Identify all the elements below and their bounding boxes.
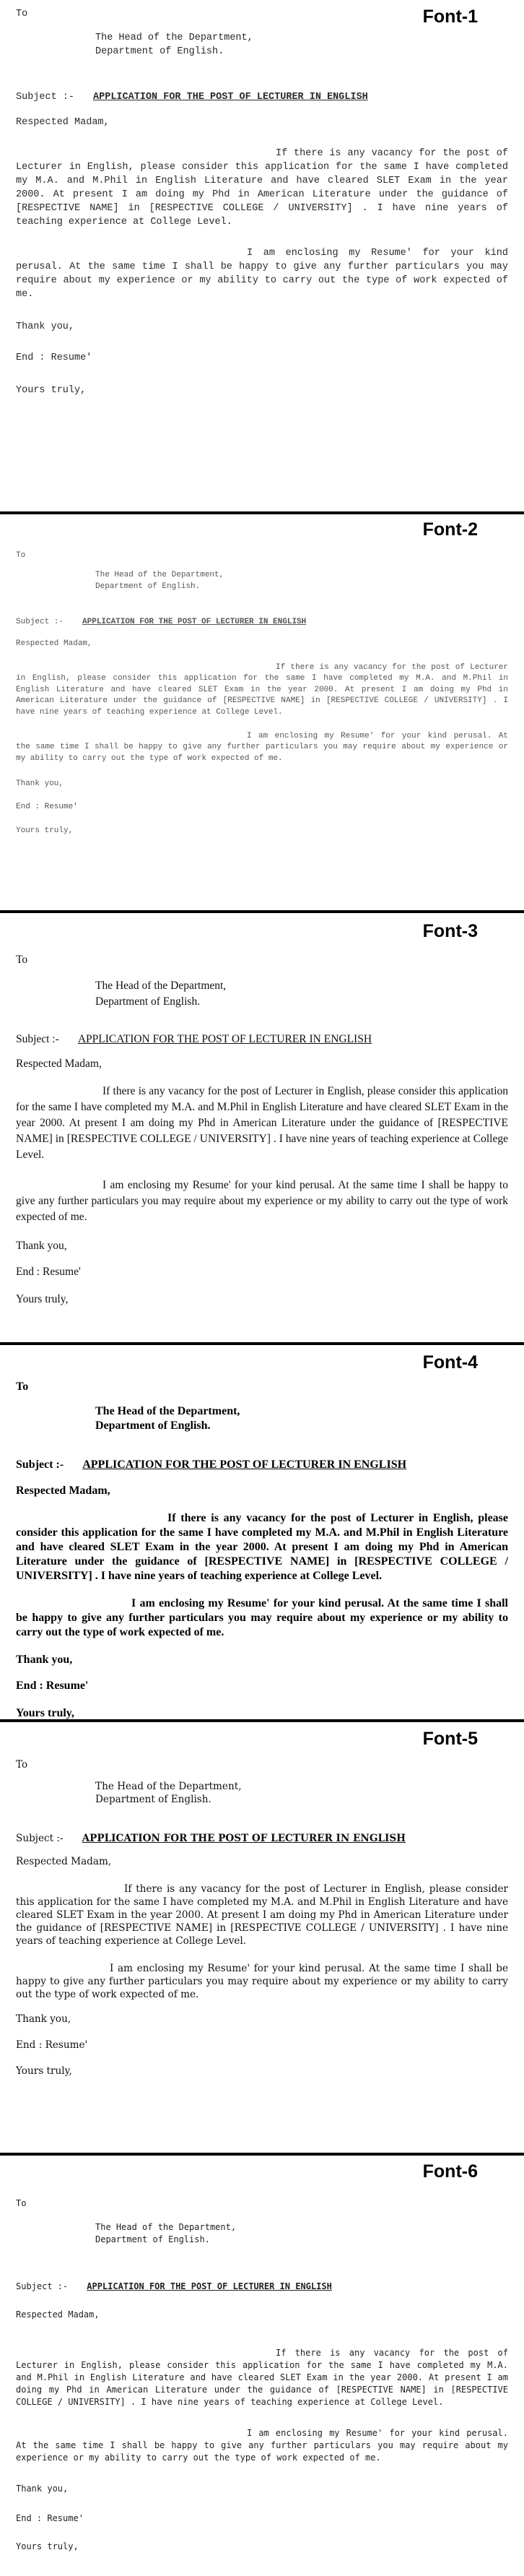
font-sample-3 <box>0 913 524 1342</box>
subject-label: Subject :- <box>16 1833 64 1844</box>
enclosure-line: End : Resume' <box>16 353 92 363</box>
address-line-2: Department of English. <box>95 582 201 591</box>
body-paragraph-2: I am enclosing my Resume' for your kind perusal. At the same time I shall be happy to give any further particulars you may require about my experience or my ability to carry out the type of work expected of me. <box>16 1179 508 1223</box>
address-block <box>16 1404 508 1433</box>
to-line: To <box>16 2198 27 2208</box>
address-line-1: The Head of the Department, <box>95 571 224 580</box>
enclosure-line: End : Resume' <box>16 1266 81 1278</box>
font-sample-4 <box>0 1345 524 1719</box>
body-paragraph-2: I am enclosing my Resume' for your kind perusal. At the same time I shall be happy to give any further particulars you may require about my experience or my ability to carry out the type of work expected of me. <box>16 732 508 763</box>
address-block <box>16 570 508 592</box>
subject-text: APPLICATION FOR THE POST OF LECTURER IN ENGLISH <box>87 2281 332 2291</box>
subject-label: Subject :- <box>16 1033 59 1045</box>
address-line-1: The Head of the Department, <box>95 980 227 992</box>
font-label: Font-5 <box>422 1729 478 1749</box>
greeting: Respected Madam, <box>16 1058 102 1070</box>
font-label: Font-4 <box>422 1352 478 1373</box>
body-paragraph-1: If there is any vacancy for the post of Lecturer in English, please consider this application for the same I have completed my M.A. and M.Phil in English Literature and have cleared SLET Exam in the year 2000. At present I am doing my Phd in American Literature under the guidance of [RESPECTIVE NAME] in [RESPECTIVE COLLEGE / UNIVERSITY] . I have nine years of teaching experience at College Level. <box>16 1512 508 1582</box>
greeting: Respected Madam, <box>16 117 110 128</box>
closing-line: Yours truly, <box>16 1293 69 1305</box>
body-paragraph-1: If there is any vacancy for the post of Lecturer in English, please consider this application for the same I have completed my M.A. and M.Phil in English Literature and have cleared SLET Exam in the year 2000. At present I am doing my Phd in American Literature under the guidance of [RESPECTIVE NAME] in [RESPECTIVE COLLEGE / UNIVERSITY] . I have nine years of teaching experience at College Level. <box>16 663 508 717</box>
to-line: To <box>16 551 26 560</box>
subject-text: APPLICATION FOR THE POST OF LECTURER IN ENGLISH <box>77 1033 372 1045</box>
subject-line <box>16 2281 508 2293</box>
body-paragraph-1: If there is any vacancy for the post of Lecturer in English, please consider this application for the same I have completed my M.A. and M.Phil in English Literature and have cleared SLET Exam in the year 2000. At present I am doing my Phd in American Literature under the guidance of [RESPECTIVE NAME] in [RESPECTIVE COLLEGE / UNIVERSITY] . I have nine years of teaching experience at College Level. <box>16 1085 508 1161</box>
address-line-2: Department of English. <box>95 1794 211 1805</box>
body-paragraph-2: I am enclosing my Resume' for your kind perusal. At the same time I shall be happy to give any further particulars you may require about my experience or my ability to carry out the type of work expected of me. <box>16 1963 508 2000</box>
thanks-line: Thank you, <box>16 779 64 789</box>
body-paragraph-2: I am enclosing my Resume' for your kind perusal. At the same time I shall be happy to give any further particulars you may require about my experience or my ability to carry out the type of work expected of me. <box>16 248 508 300</box>
subject-text: APPLICATION FOR THE POST OF LECTURER IN ENGLISH <box>82 618 307 627</box>
address-block <box>16 31 508 59</box>
font-label: Font-6 <box>422 2161 478 2182</box>
thanks-line: Thank you, <box>16 2484 69 2494</box>
address-line-1: The Head of the Department, <box>95 1781 242 1792</box>
body-paragraph-2: I am enclosing my Resume' for your kind perusal. At the same time I shall be happy to give any further particulars you may require about my experience or my ability to carry out the type of work expected of me. <box>16 1597 508 1638</box>
enclosure-line: End : Resume' <box>16 802 78 811</box>
thanks-line: Thank you, <box>16 2013 71 2025</box>
subject-label: Subject :- <box>16 618 64 627</box>
thanks-line: Thank you, <box>16 1240 67 1252</box>
to-line: To <box>16 1759 28 1771</box>
to-line: To <box>16 954 28 966</box>
closing-line: Yours truly, <box>16 1707 74 1719</box>
font-sample-6 <box>0 2156 524 2573</box>
thanks-line: Thank you, <box>16 321 75 332</box>
to-line: To <box>16 1380 29 1393</box>
subject-line <box>16 1458 508 1472</box>
greeting: Respected Madam, <box>16 2309 100 2320</box>
address-line-2: Department of English. <box>95 2234 210 2244</box>
address-block <box>16 1780 508 1806</box>
enclosure-line: End : Resume' <box>16 2513 84 2523</box>
subject-text: APPLICATION FOR THE POST OF LECTURER IN ENGLISH <box>93 92 368 103</box>
subject-label: Subject :- <box>16 92 75 103</box>
closing-line: Yours truly, <box>16 2541 79 2551</box>
closing-line: Yours truly, <box>16 385 87 396</box>
address-line-1: The Head of the Department, <box>95 1405 240 1417</box>
address-block <box>16 2221 508 2246</box>
to-line: To <box>16 9 28 20</box>
subject-line <box>16 1032 508 1047</box>
subject-label: Subject :- <box>16 2281 69 2291</box>
greeting: Respected Madam, <box>16 1484 110 1497</box>
address-line-1: The Head of the Department, <box>95 33 253 43</box>
address-line-1: The Head of the Department, <box>95 2222 237 2232</box>
enclosure-line: End : Resume' <box>16 1680 89 1692</box>
address-block <box>16 978 508 1010</box>
body-paragraph-1: If there is any vacancy for the post of Lecturer in English, please consider this application for the same I have completed my M.A. and M.Phil in English Literature and have cleared SLET Exam in the year 2000. At present I am doing my Phd in American Literature under the guidance of [RESPECTIVE NAME] in [RESPECTIVE COLLEGE / UNIVERSITY] . I have nine years of teaching experience at College Level. <box>16 148 508 228</box>
greeting: Respected Madam, <box>16 639 92 648</box>
subject-line <box>16 617 508 628</box>
font-sample-1 <box>0 0 524 511</box>
subject-text: APPLICATION FOR THE POST OF LECTURER IN ENGLISH <box>82 1458 407 1471</box>
address-line-2: Department of English. <box>95 995 201 1008</box>
body-paragraph-1: If there is any vacancy for the post of Lecturer in English, please consider this application for the same I have completed my M.A. and M.Phil in English Literature and have cleared SLET Exam in the year 2000. At present I am doing my Phd in American Literature under the guidance of [RESPECTIVE NAME] in [RESPECTIVE COLLEGE / UNIVERSITY] . I have nine years of teaching experience at College Level. <box>16 2348 508 2407</box>
greeting: Respected Madam, <box>16 1856 112 1867</box>
address-line-2: Department of English. <box>95 1419 211 1432</box>
enclosure-line: End : Resume' <box>16 2039 88 2051</box>
address-line-2: Department of English. <box>95 46 224 57</box>
subject-line <box>16 90 508 104</box>
body-paragraph-1: If there is any vacancy for the post of Lecturer in English, please consider this application for the same I have completed my M.A. and M.Phil in English Literature and have cleared SLET Exam in the year 2000. At present I am doing my Phd in American Literature under the guidance of [RESPECTIVE NAME] in [RESPECTIVE COLLEGE / UNIVERSITY] . I have nine years of teaching experience at College Level. <box>16 1883 508 1947</box>
body-paragraph-2: I am enclosing my Resume' for your kind perusal. At the same time I shall be happy to give any further particulars you may require about my experience or my ability to carry out the type of work expected of me. <box>16 2428 508 2463</box>
font-sample-2 <box>0 514 524 910</box>
subject-label: Subject :- <box>16 1458 64 1471</box>
font-label: Font-1 <box>422 7 478 27</box>
thanks-line: Thank you, <box>16 1654 73 1666</box>
closing-line: Yours truly, <box>16 2065 72 2077</box>
closing-line: Yours truly, <box>16 826 74 836</box>
subject-text: APPLICATION FOR THE POST OF LECTURER IN ENGLISH <box>82 1833 406 1844</box>
font-sample-5 <box>0 1722 524 2153</box>
subject-line <box>16 1832 508 1845</box>
font-label: Font-3 <box>422 921 478 941</box>
font-label: Font-2 <box>422 519 478 540</box>
